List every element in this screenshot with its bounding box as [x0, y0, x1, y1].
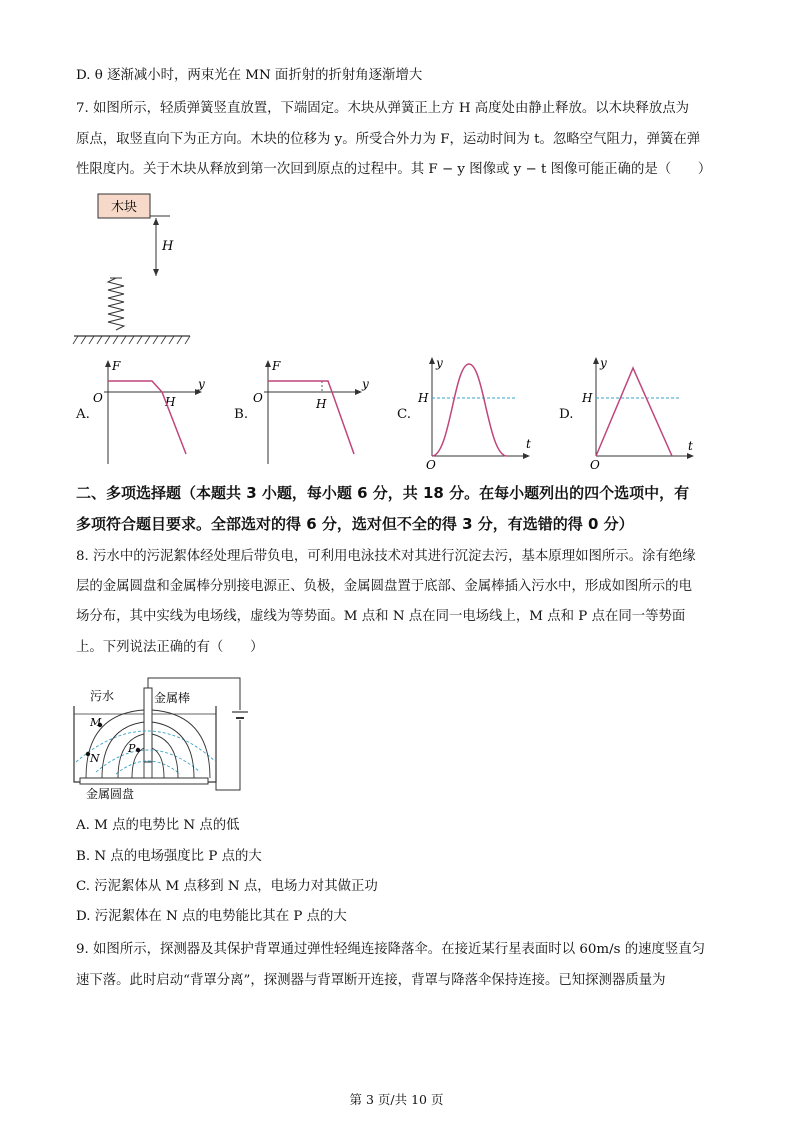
- svg-text:F: F: [272, 359, 281, 373]
- q8-option-a: A. M 点的电势比 N 点的低: [76, 818, 240, 833]
- q7-spring-figure: [70, 190, 200, 350]
- svg-text:N: N: [90, 752, 100, 765]
- svg-text:y: y: [362, 377, 369, 391]
- svg-text:F: F: [112, 359, 121, 373]
- label-yuanpan: 金属圆盘: [86, 787, 135, 801]
- q7-line-2: 原点，取竖直向下为正方向。木块的位移为 y。所受合外力为 F，运动时间为 t。忽略空气阻力，弹簧在弹: [76, 132, 701, 147]
- h-label: H: [162, 239, 174, 254]
- q8-electrophoresis-figure: [66, 670, 256, 802]
- graph-d: [576, 352, 706, 472]
- label-wushui: 污水: [90, 689, 115, 703]
- q8-line-3: 场分布，其中实线为电场线，虚线为等势面。M 点和 N 点在同一电场线上，M 点和 P 点在同一等势面: [76, 609, 686, 624]
- q9-line-2: 速下落。此时启动“背罩分离”，探测器与背罩断开连接，背罩与降落伞保持连接。已知探测器质量为: [76, 973, 666, 988]
- svg-text:t: t: [688, 439, 693, 453]
- svg-text:y: y: [436, 356, 443, 370]
- q8-line-4: 上。下列说法正确的有（ ）: [76, 640, 264, 655]
- svg-text:H: H: [418, 391, 429, 405]
- option-d-q6: D. θ 逐渐减小时，两束光在 MN 面折射的折射角逐渐增大: [76, 68, 423, 83]
- graph-c: [412, 352, 542, 472]
- q7-line-1: 7. 如图所示，轻质弹簧竖直放置，下端固定。木块从弹簧正上方 H 高度处由静止释放。以木块释放点为: [76, 101, 690, 116]
- graph-a: [90, 356, 215, 466]
- section-2-heading-2: 多项符合题目要求。全部选对的得 6 分，选对但不全的得 3 分，有选错的得 0 分）: [76, 515, 634, 533]
- svg-text:H: H: [165, 395, 176, 409]
- svg-text:O: O: [426, 458, 436, 472]
- label-jinshubang: 金属棒: [154, 691, 191, 705]
- q8-option-c: C. 污泥絮体从 M 点移到 N 点，电场力对其做正功: [76, 879, 378, 894]
- svg-text:P: P: [128, 742, 136, 755]
- svg-text:y: y: [198, 377, 205, 391]
- svg-text:O: O: [93, 391, 103, 405]
- section-2-heading-1: 二、多项选择题（本题共 3 小题，每小题 6 分，共 18 分。在每小题列出的四个选项中，有: [76, 484, 690, 502]
- svg-text:H: H: [316, 397, 327, 411]
- q7-line-3: 性限度内。关于木块从释放到第一次回到原点的过程中。其 F − y 图像或 y − t 图像可能正确的是（ ）: [76, 162, 712, 177]
- svg-text:O: O: [253, 391, 263, 405]
- q8-line-1: 8. 污水中的污泥絮体经处理后带负电，可利用电泳技术对其进行沉淀去污，基本原理如图所示。涂有绝缘: [76, 549, 696, 564]
- svg-text:O: O: [590, 458, 600, 472]
- q9-line-1: 9. 如图所示，探测器及其保护背罩通过弹性轻绳连接降落伞。在接近某行星表面时以 60m/s 的速度竖直匀: [76, 942, 706, 957]
- svg-text:H: H: [582, 391, 593, 405]
- svg-text:M: M: [90, 716, 102, 729]
- svg-text:t: t: [526, 437, 531, 451]
- option-a-label: A.: [76, 407, 90, 422]
- q8-option-d: D. 污泥絮体在 N 点的电势能比其在 P 点的大: [76, 909, 347, 924]
- option-c-label: C.: [397, 407, 412, 422]
- option-b-label: B.: [234, 407, 249, 422]
- page-footer: 第 3 页/共 10 页: [349, 1092, 444, 1107]
- graph-b: [250, 356, 375, 466]
- q8-option-b: B. N 点的电场强度比 P 点的大: [76, 849, 262, 864]
- block-label: 木块: [110, 200, 138, 215]
- svg-text:y: y: [600, 356, 607, 370]
- q8-line-2: 层的金属圆盘和金属棒分别接电源正、负极，金属圆盘置于底部、金属棒插入污水中，形成如图所示的电: [76, 579, 692, 594]
- option-d-label: D.: [559, 407, 574, 422]
